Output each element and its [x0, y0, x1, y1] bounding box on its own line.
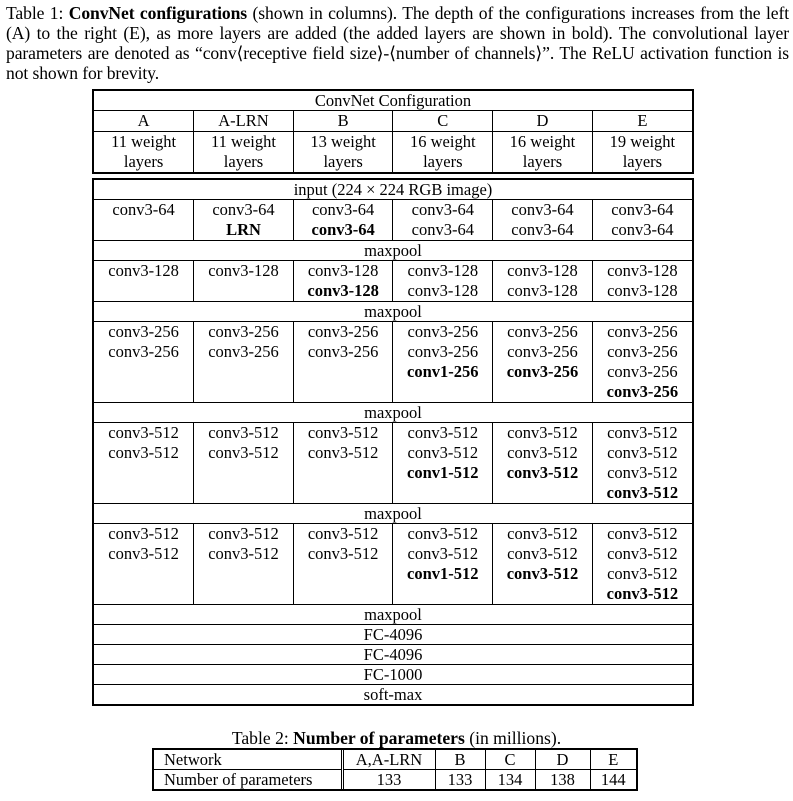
conv-block-row	[94, 261, 692, 302]
layer-entry: conv3-512	[607, 564, 678, 583]
layer-entry: conv3-128	[108, 261, 179, 280]
layer-entry: conv3-128	[607, 281, 678, 300]
column-depth-c	[393, 132, 493, 173]
layer-entry: conv3-512	[507, 544, 578, 563]
layer-entry: conv3-128	[208, 261, 279, 280]
table2-caption-text: (in millions).	[464, 728, 562, 748]
table2-header-cell: Network	[164, 750, 222, 769]
layer-entry: conv3-64	[511, 220, 574, 239]
table2-value-cell: 134	[485, 770, 535, 790]
layer-entry: conv1-512	[407, 463, 479, 482]
layer-cell	[293, 261, 393, 302]
fc-1000-row: FC-1000	[94, 665, 692, 685]
layer-entry: conv3-256	[407, 342, 479, 361]
layer-entry: conv3-512	[108, 423, 179, 442]
table2-header-cell: E	[590, 750, 636, 770]
layer-entry: conv3-512	[307, 443, 379, 462]
table2-header-cell: B	[435, 750, 485, 770]
layer-cell	[293, 200, 393, 241]
layer-entry: conv3-512	[407, 544, 479, 563]
layer-entry: conv3-256	[507, 322, 578, 341]
layer-cell	[94, 423, 194, 504]
table1-caption-text: (shown in columns). The depth of the configurations increases from the left (A) to the right (E), as more layers are added (the added layers are shown in bold). The convolutional layer parameters are denoted as “conv⟨receptive field size⟩-⟨number of channels⟩”. The ReLU activation function is not shown for brevity.	[6, 3, 789, 83]
layer-cell	[592, 261, 692, 302]
layer-entry: conv3-512	[108, 443, 179, 462]
layer-entry: conv1-256	[407, 362, 479, 381]
table2-header-cell: C	[485, 750, 535, 770]
depth-line-2: layers	[123, 152, 164, 171]
layer-cell	[493, 524, 593, 605]
layer-cell	[194, 261, 294, 302]
column-depth-a-lrn	[194, 132, 294, 173]
table1-header-block	[92, 89, 694, 174]
layer-entry: conv3-512	[407, 423, 479, 442]
maxpool-row: maxpool	[94, 302, 692, 322]
layer-entry: conv3-512	[307, 524, 379, 543]
layer-cell	[393, 322, 493, 403]
layer-entry: conv3-512	[307, 423, 379, 442]
fc-4096-row-2: FC-4096	[94, 645, 692, 665]
layer-cell	[493, 261, 593, 302]
layer-entry: conv3-128	[507, 281, 578, 300]
layer-entry: conv3-128	[307, 261, 379, 280]
layer-entry: conv3-512	[506, 463, 579, 482]
layer-cell	[293, 423, 393, 504]
layer-entry: conv3-512	[607, 544, 678, 563]
layer-cell	[94, 524, 194, 605]
column-header-d: D	[493, 111, 593, 132]
depth-line-1: 16 weight	[410, 132, 476, 151]
depth-line-2: layers	[223, 152, 264, 171]
table2-caption-title: Number of parameters	[293, 728, 465, 748]
conv-block-row	[94, 524, 692, 605]
layer-cell	[194, 423, 294, 504]
column-header-c: C	[393, 111, 493, 132]
column-header-a-lrn: A-LRN	[194, 111, 294, 132]
layer-entry: conv3-256	[407, 322, 479, 341]
softmax-row: soft-max	[94, 685, 692, 705]
layer-entry: conv3-128	[507, 261, 578, 280]
layer-entry: conv3-64	[611, 220, 674, 239]
layer-entry: conv3-512	[208, 443, 279, 462]
layer-entry: conv3-512	[607, 524, 678, 543]
table2-header-cell: A,A-LRN	[342, 750, 435, 770]
table1-caption-title: ConvNet configurations	[68, 3, 248, 23]
column-depth-d	[493, 132, 593, 173]
layer-entry: conv3-128	[407, 261, 479, 280]
layer-cell	[393, 524, 493, 605]
layer-entry: conv3-256	[607, 362, 678, 381]
layer-entry: conv3-512	[606, 483, 679, 502]
layer-entry: conv3-512	[407, 524, 479, 543]
layer-entry: conv3-64	[112, 200, 175, 219]
table2-value-cell: 138	[535, 770, 590, 790]
layer-cell	[493, 423, 593, 504]
layer-entry: conv3-128	[407, 281, 479, 300]
layer-entry: conv3-256	[507, 342, 578, 361]
column-header-e: E	[592, 111, 692, 132]
layer-entry: conv3-512	[507, 423, 578, 442]
column-depth-e	[592, 132, 692, 173]
layer-cell	[393, 200, 493, 241]
table2-value-cell: 133	[342, 770, 435, 790]
table1-caption	[6, 3, 789, 83]
layer-entry: conv3-512	[407, 443, 479, 462]
column-header-a: A	[94, 111, 194, 132]
conv-block-row	[94, 423, 692, 504]
table1-caption-label: Table 1:	[6, 3, 69, 23]
layer-entry: conv1-512	[407, 564, 479, 583]
layer-cell	[592, 524, 692, 605]
layer-entry: conv3-256	[208, 322, 279, 341]
layer-entry: conv3-64	[411, 220, 474, 239]
layer-entry: conv3-512	[606, 584, 679, 603]
column-depth-a	[94, 132, 194, 173]
maxpool-row: maxpool	[94, 605, 692, 625]
layer-entry: conv3-256	[108, 342, 179, 361]
layer-cell	[393, 261, 493, 302]
input-row: input (224 × 224 RGB image)	[293, 180, 493, 199]
layer-entry: conv3-64	[611, 200, 674, 219]
layer-entry: LRN	[226, 220, 261, 239]
layer-cell	[194, 322, 294, 403]
layer-entry: conv3-512	[108, 544, 179, 563]
table2-value-cell: Number of parameters	[154, 770, 342, 790]
depth-line-2: layers	[423, 152, 463, 171]
layer-entry: conv3-256	[606, 382, 679, 401]
layer-cell	[293, 524, 393, 605]
layer-entry: conv3-512	[307, 544, 379, 563]
layer-entry: conv3-512	[208, 544, 279, 563]
layer-entry: conv3-512	[607, 443, 678, 462]
depth-line-2: layers	[622, 152, 663, 171]
layer-entry: conv3-512	[507, 524, 578, 543]
layer-cell	[592, 423, 692, 504]
depth-line-1: 11 weight	[211, 132, 276, 151]
table2-number-of-parameters	[152, 748, 638, 791]
conv-block-row	[94, 322, 692, 403]
layer-entry: conv3-512	[607, 463, 678, 482]
layer-entry: conv3-256	[307, 322, 379, 341]
table1-body-block	[92, 178, 694, 706]
layer-entry: conv3-256	[208, 342, 279, 361]
layer-entry: conv3-512	[607, 423, 678, 442]
table1-header: ConvNet Configuration	[314, 91, 472, 110]
depth-line-1: 13 weight	[310, 132, 376, 151]
layer-entry: conv3-64	[212, 200, 275, 219]
layer-entry: conv3-512	[208, 423, 279, 442]
depth-line-1: 11 weight	[111, 132, 177, 151]
layer-cell	[293, 322, 393, 403]
layer-entry: conv3-64	[311, 200, 375, 219]
layer-cell	[194, 524, 294, 605]
column-depth-b	[293, 132, 393, 173]
layer-cell	[393, 423, 493, 504]
layer-entry: conv3-256	[307, 342, 379, 361]
layer-entry: conv3-256	[506, 362, 579, 381]
layer-cell	[592, 322, 692, 403]
layer-entry: conv3-512	[507, 443, 578, 462]
layer-cell	[194, 200, 294, 241]
column-header-b: B	[293, 111, 393, 132]
table2-value-cell: 133	[435, 770, 485, 790]
table1-convnet-configurations	[92, 89, 694, 706]
layer-cell	[94, 200, 194, 241]
layer-cell	[493, 200, 593, 241]
maxpool-row: maxpool	[94, 241, 692, 261]
layer-entry: conv3-64	[511, 200, 574, 219]
layer-cell	[493, 322, 593, 403]
depth-line-1: 16 weight	[509, 132, 576, 151]
layer-entry: conv3-64	[311, 220, 375, 239]
maxpool-row: maxpool	[94, 504, 692, 524]
layer-entry: conv3-512	[108, 524, 179, 543]
depth-line-1: 19 weight	[609, 132, 676, 151]
table2-caption-label: Table 2:	[231, 728, 294, 748]
table2-header-cell: D	[535, 750, 590, 770]
layer-entry: conv3-512	[506, 564, 579, 583]
layer-cell	[94, 322, 194, 403]
table2-caption	[0, 728, 793, 748]
layer-entry: conv3-256	[607, 342, 678, 361]
conv-block-row	[94, 200, 692, 241]
table2-value-cell: 144	[590, 770, 636, 790]
layer-entry: conv3-256	[108, 322, 179, 341]
layer-entry: conv3-512	[208, 524, 279, 543]
layer-entry: conv3-128	[307, 281, 379, 300]
depth-line-2: layers	[522, 152, 563, 171]
maxpool-row: maxpool	[94, 403, 692, 423]
layer-entry: conv3-256	[607, 322, 678, 341]
fc-4096-row-1: FC-4096	[94, 625, 692, 645]
layer-entry: conv3-128	[607, 261, 678, 280]
depth-line-2: layers	[323, 152, 363, 171]
layer-entry: conv3-64	[411, 200, 474, 219]
layer-cell	[592, 200, 692, 241]
layer-cell	[94, 261, 194, 302]
